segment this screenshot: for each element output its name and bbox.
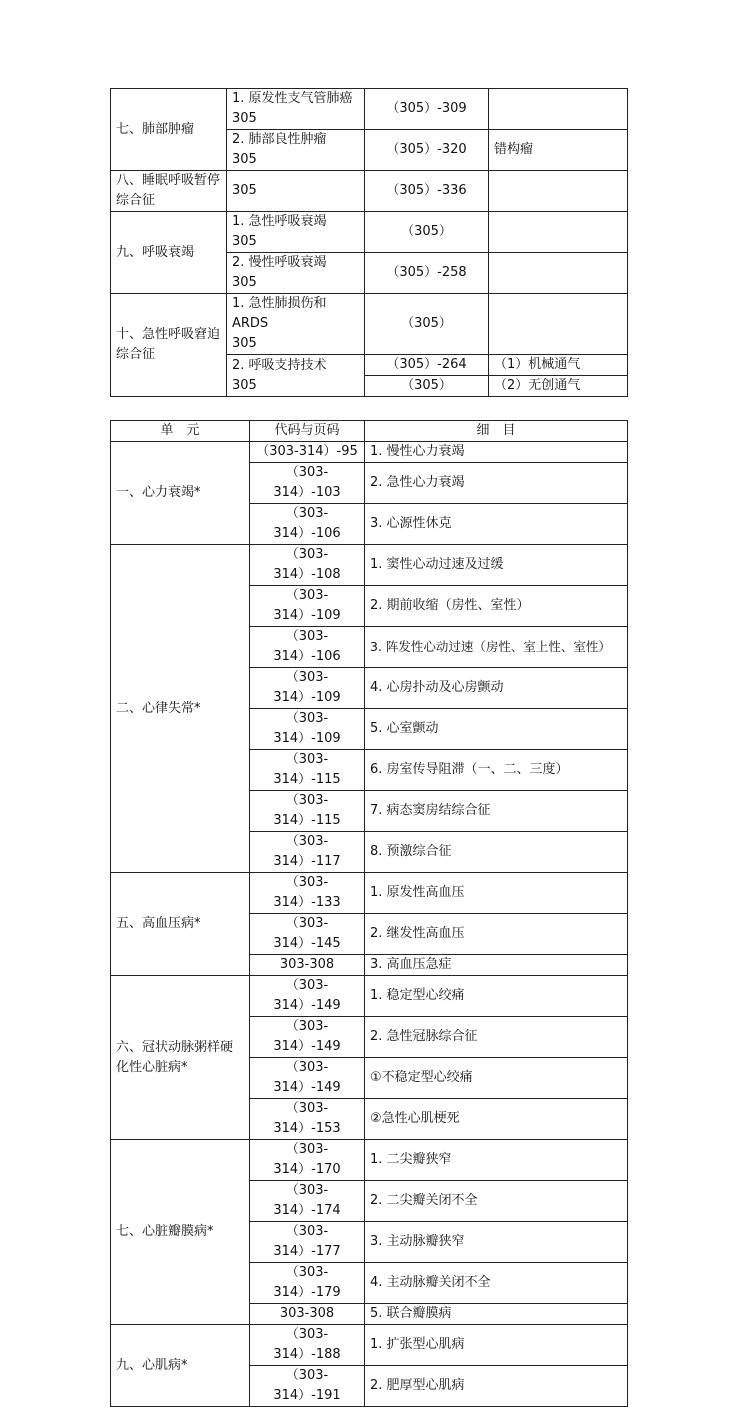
code-cell: （303-314）-109 bbox=[250, 586, 365, 627]
detail-cell: 1. 稳定型心绞痛 bbox=[365, 976, 628, 1017]
detail-cell: 7. 病态窦房结综合征 bbox=[365, 791, 628, 832]
unit-cell: 二、心律失常* bbox=[111, 545, 250, 873]
detail-cell: 4. 心房扑动及心房颤动 bbox=[365, 668, 628, 709]
code-cell: （303-314）-177 bbox=[250, 1222, 365, 1263]
page-cell: （305） bbox=[365, 212, 489, 253]
code-cell: （303-314）-145 bbox=[250, 914, 365, 955]
cardiovascular-syllabus-table bbox=[110, 420, 628, 1407]
detail-cell: 1. 原发性高血压 bbox=[365, 873, 628, 914]
item-code: 305 bbox=[232, 234, 257, 249]
item-label: 2. 慢性呼吸衰竭 bbox=[232, 255, 327, 270]
code-cell: （303-314）-170 bbox=[250, 1140, 365, 1181]
code-cell: （303-314）-149 bbox=[250, 1058, 365, 1099]
detail-cell bbox=[489, 294, 628, 355]
table-row bbox=[111, 1325, 628, 1366]
detail-cell: 2. 二尖瓣关闭不全 bbox=[365, 1181, 628, 1222]
code-cell: （303-314）-149 bbox=[250, 1017, 365, 1058]
code-cell: （303-314）-191 bbox=[250, 1366, 365, 1407]
detail-cell bbox=[489, 253, 628, 294]
code-cell: （303-314）-188 bbox=[250, 1325, 365, 1366]
item-code: 305 bbox=[232, 111, 257, 126]
code-cell: （303-314）-95 bbox=[250, 442, 365, 463]
code-cell: （303-314）-115 bbox=[250, 791, 365, 832]
unit-cell: 八、睡眠呼吸暂停综合征 bbox=[111, 171, 227, 212]
detail-cell: （1）机械通气 bbox=[489, 355, 628, 376]
code-cell: （303-314）-153 bbox=[250, 1099, 365, 1140]
table-row bbox=[111, 212, 628, 253]
page-cell: （305）-336 bbox=[365, 171, 489, 212]
item-cell bbox=[227, 171, 365, 212]
detail-cell: 2. 急性冠脉综合征 bbox=[365, 1017, 628, 1058]
code-cell: （303-314）-133 bbox=[250, 873, 365, 914]
table-row bbox=[111, 442, 628, 463]
unit-cell: 一、心力衰竭* bbox=[111, 442, 250, 545]
unit-cell: 七、肺部肿瘤 bbox=[111, 89, 227, 171]
detail-cell bbox=[489, 171, 628, 212]
unit-cell: 六、冠状动脉粥样硬化性心脏病* bbox=[111, 976, 250, 1140]
table-header-row bbox=[111, 421, 628, 442]
item-label: 2. 肺部良性肿瘤 bbox=[232, 132, 327, 147]
header-detail: 细 目 bbox=[365, 421, 628, 442]
page-cell: （305） bbox=[365, 294, 489, 355]
item-code: 305 bbox=[232, 152, 257, 167]
page-cell: （305）-309 bbox=[365, 89, 489, 130]
detail-cell: 5. 心室颤动 bbox=[365, 709, 628, 750]
detail-cell: 1. 二尖瓣狭窄 bbox=[365, 1140, 628, 1181]
page-cell: （305）-320 bbox=[365, 130, 489, 171]
detail-cell: ②急性心肌梗死 bbox=[365, 1099, 628, 1140]
code-cell: （303-314）-109 bbox=[250, 668, 365, 709]
code-cell: （303-314）-103 bbox=[250, 463, 365, 504]
unit-cell: 九、心肌病* bbox=[111, 1325, 250, 1407]
item-code: 305 bbox=[232, 183, 257, 198]
unit-cell: 九、呼吸衰竭 bbox=[111, 212, 227, 294]
detail-cell bbox=[489, 89, 628, 130]
item-label: 1. 急性肺损伤和ARDS bbox=[232, 296, 327, 331]
detail-cell: 2. 期前收缩（房性、室性） bbox=[365, 586, 628, 627]
detail-cell: 5. 联合瓣膜病 bbox=[365, 1304, 628, 1325]
item-cell bbox=[227, 89, 365, 130]
detail-cell: 3. 心源性休克 bbox=[365, 504, 628, 545]
item-cell bbox=[227, 355, 365, 397]
table-row bbox=[111, 89, 628, 130]
detail-cell: 8. 预激综合征 bbox=[365, 832, 628, 873]
code-cell: 303-308 bbox=[250, 1304, 365, 1325]
table-row bbox=[111, 1140, 628, 1181]
code-cell: （303-314）-149 bbox=[250, 976, 365, 1017]
detail-cell: ①不稳定型心绞痛 bbox=[365, 1058, 628, 1099]
table-row bbox=[111, 873, 628, 914]
item-label: 2. 呼吸支持技术 bbox=[232, 357, 327, 373]
detail-cell: 3. 主动脉瓣狭窄 bbox=[365, 1222, 628, 1263]
detail-cell: （2）无创通气 bbox=[489, 376, 628, 397]
respiratory-syllabus-table bbox=[110, 88, 628, 397]
detail-cell: 2. 肥厚型心肌病 bbox=[365, 1366, 628, 1407]
item-code: 305 bbox=[232, 275, 257, 290]
unit-cell: 十、急性呼吸窘迫综合征 bbox=[111, 294, 227, 397]
unit-cell: 五、高血压病* bbox=[111, 873, 250, 976]
detail-cell: 3. 阵发性心动过速（房性、室上性、室性） bbox=[365, 627, 628, 668]
item-label: 1. 原发性支气管肺癌 bbox=[232, 91, 353, 106]
item-cell bbox=[227, 130, 365, 171]
code-cell: （303-314）-174 bbox=[250, 1181, 365, 1222]
table-row bbox=[111, 976, 628, 1017]
table-row bbox=[111, 171, 628, 212]
code-cell: （303-314）-106 bbox=[250, 504, 365, 545]
item-code: 305 bbox=[232, 336, 257, 351]
detail-cell: 错构瘤 bbox=[489, 130, 628, 171]
table-row bbox=[111, 545, 628, 586]
detail-cell: 1. 扩张型心肌病 bbox=[365, 1325, 628, 1366]
code-cell: （303-314）-106 bbox=[250, 627, 365, 668]
detail-cell: 6. 房室传导阻滞（一、二、三度） bbox=[365, 750, 628, 791]
detail-cell: 1. 慢性心力衰竭 bbox=[365, 442, 628, 463]
header-code: 代码与页码 bbox=[250, 421, 365, 442]
code-cell: （303-314）-179 bbox=[250, 1263, 365, 1304]
item-cell bbox=[227, 294, 365, 355]
item-cell bbox=[227, 212, 365, 253]
header-unit: 单 元 bbox=[111, 421, 250, 442]
detail-cell: 1. 窦性心动过速及过缓 bbox=[365, 545, 628, 586]
detail-cell: 2. 继发性高血压 bbox=[365, 914, 628, 955]
item-code: 305 bbox=[232, 377, 257, 393]
detail-cell: 2. 急性心力衰竭 bbox=[365, 463, 628, 504]
item-cell bbox=[227, 253, 365, 294]
detail-cell bbox=[489, 212, 628, 253]
page-cell: （305）-258 bbox=[365, 253, 489, 294]
page-cell: （305） bbox=[365, 376, 489, 397]
item-label: 1. 急性呼吸衰竭 bbox=[232, 214, 327, 229]
table-row bbox=[111, 294, 628, 355]
code-cell: （303-314）-115 bbox=[250, 750, 365, 791]
code-cell: 303-308 bbox=[250, 955, 365, 976]
unit-cell: 七、心脏瓣膜病* bbox=[111, 1140, 250, 1325]
page-cell: （305）-264 bbox=[365, 355, 489, 376]
detail-cell: 4. 主动脉瓣关闭不全 bbox=[365, 1263, 628, 1304]
detail-cell: 3. 高血压急症 bbox=[365, 955, 628, 976]
code-cell: （303-314）-108 bbox=[250, 545, 365, 586]
code-cell: （303-314）-109 bbox=[250, 709, 365, 750]
code-cell: （303-314）-117 bbox=[250, 832, 365, 873]
